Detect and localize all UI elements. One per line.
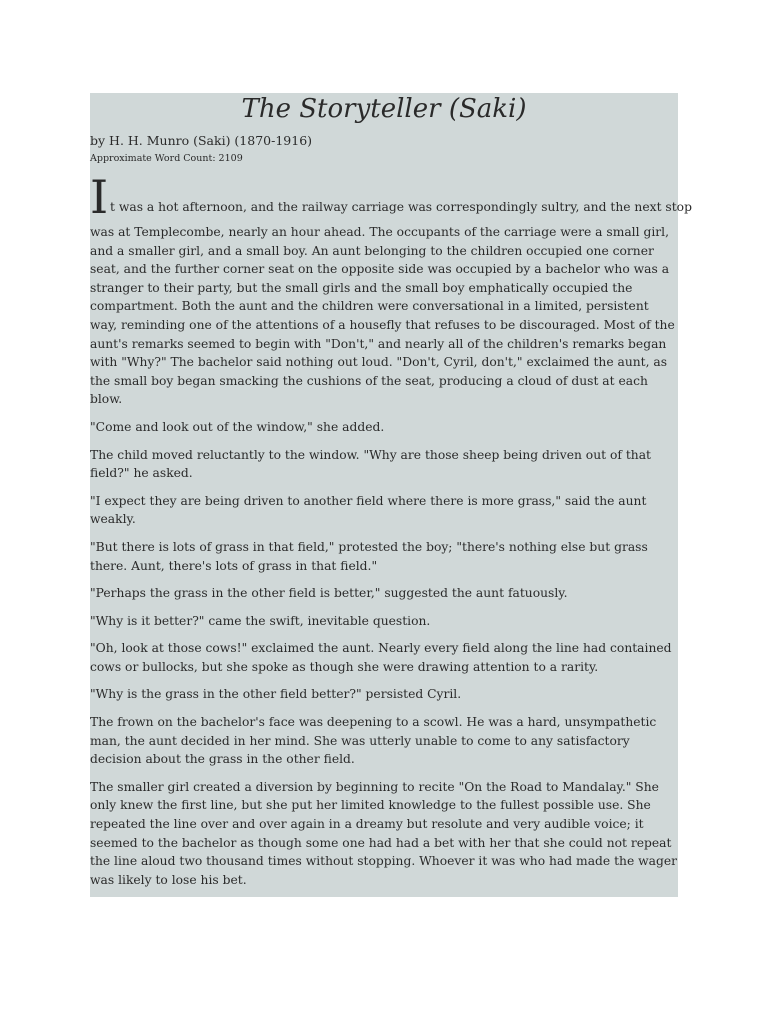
- story-paragraph: "Why is it better?" came the swift, inevitable question.: [90, 613, 431, 628]
- story-paragraph: The child moved reluctantly to the window. "Why are those sheep being driven out of that field?" he asked.: [90, 447, 651, 481]
- story-paragraph: The frown on the bachelor's face was deepening to a scowl. He was a hard, unsympathetic man, the aunt decided in her mind. She was utterly unable to come to any satisfactory decision about the grass in the other field.: [90, 715, 657, 767]
- story-paragraph: "I expect they are being driven to another field where there is more grass," said the aunt weakly.: [90, 493, 647, 527]
- story-paragraph: "Why is the grass in the other field better?" persisted Cyril.: [90, 687, 462, 702]
- drop-cap: I: [90, 170, 109, 224]
- story-paragraph: The smaller girl created a diversion by beginning to recite "On the Road to Mandalay." She only knew the first line, but she put her limited knowledge to the fullest possible use. She repeated the line over and over again in a dreamy but resolute and very audible voice; it seemed to the bachelor as though some one had had a bet with her that she could not repeat the line aloud two thousand times without stopping. Whoever it was who had made the wager was likely to lose his bet.: [90, 779, 678, 887]
- story-paragraph: was at Templecombe, nearly an hour ahead. The occupants of the carriage were a small girl, and a smaller girl, and a small boy. An aunt belonging to the children occupied one corner seat, and the further corner seat on the opposite side was occupied by a bachelor who was a stranger to their party, but the small girls and the small boy emphatically occupied the compartment. Both the aunt and the children were conversational in a limited, persistent way, reminding one of the attentions of a housefly that refuses to be discouraged. Most of the aunt's remarks seemed to begin with "Don't," and nearly all of the children's remarks began with "Why?" The bachelor said nothing out loud. "Don't, Cyril, don't," exclaimed the aunt, as the small boy began smacking the cushions of the seat, producing a cloud of dust at each blow.: [90, 225, 675, 407]
- document-title: The Storyteller (Saki): [241, 94, 527, 124]
- word-count: Approximate Word Count: 2109: [90, 153, 243, 164]
- story-body: [90, 170, 692, 889]
- story-paragraph: "Come and look out of the window," she added.: [90, 419, 385, 434]
- document-panel: [90, 93, 692, 897]
- story-paragraph: "Oh, look at those cows!" exclaimed the aunt. Nearly every field along the line had contained cows or bullocks, but she spoke as though she were drawing attention to a rarity.: [90, 641, 672, 674]
- author-byline: by H. H. Munro (Saki) (1870-1916): [90, 133, 313, 148]
- opening-line-text: t was a hot afternoon, and the railway carriage was correspondingly sultry, and the next stop: [110, 200, 692, 214]
- story-paragraph: "But there is lots of grass in that field," protested the boy; "there's nothing else but grass there. Aunt, there's lots of grass in that field.": [90, 539, 648, 573]
- story-paragraph: "Perhaps the grass in the other field is better," suggested the aunt fatuously.: [90, 586, 568, 601]
- opening-line: [90, 170, 692, 224]
